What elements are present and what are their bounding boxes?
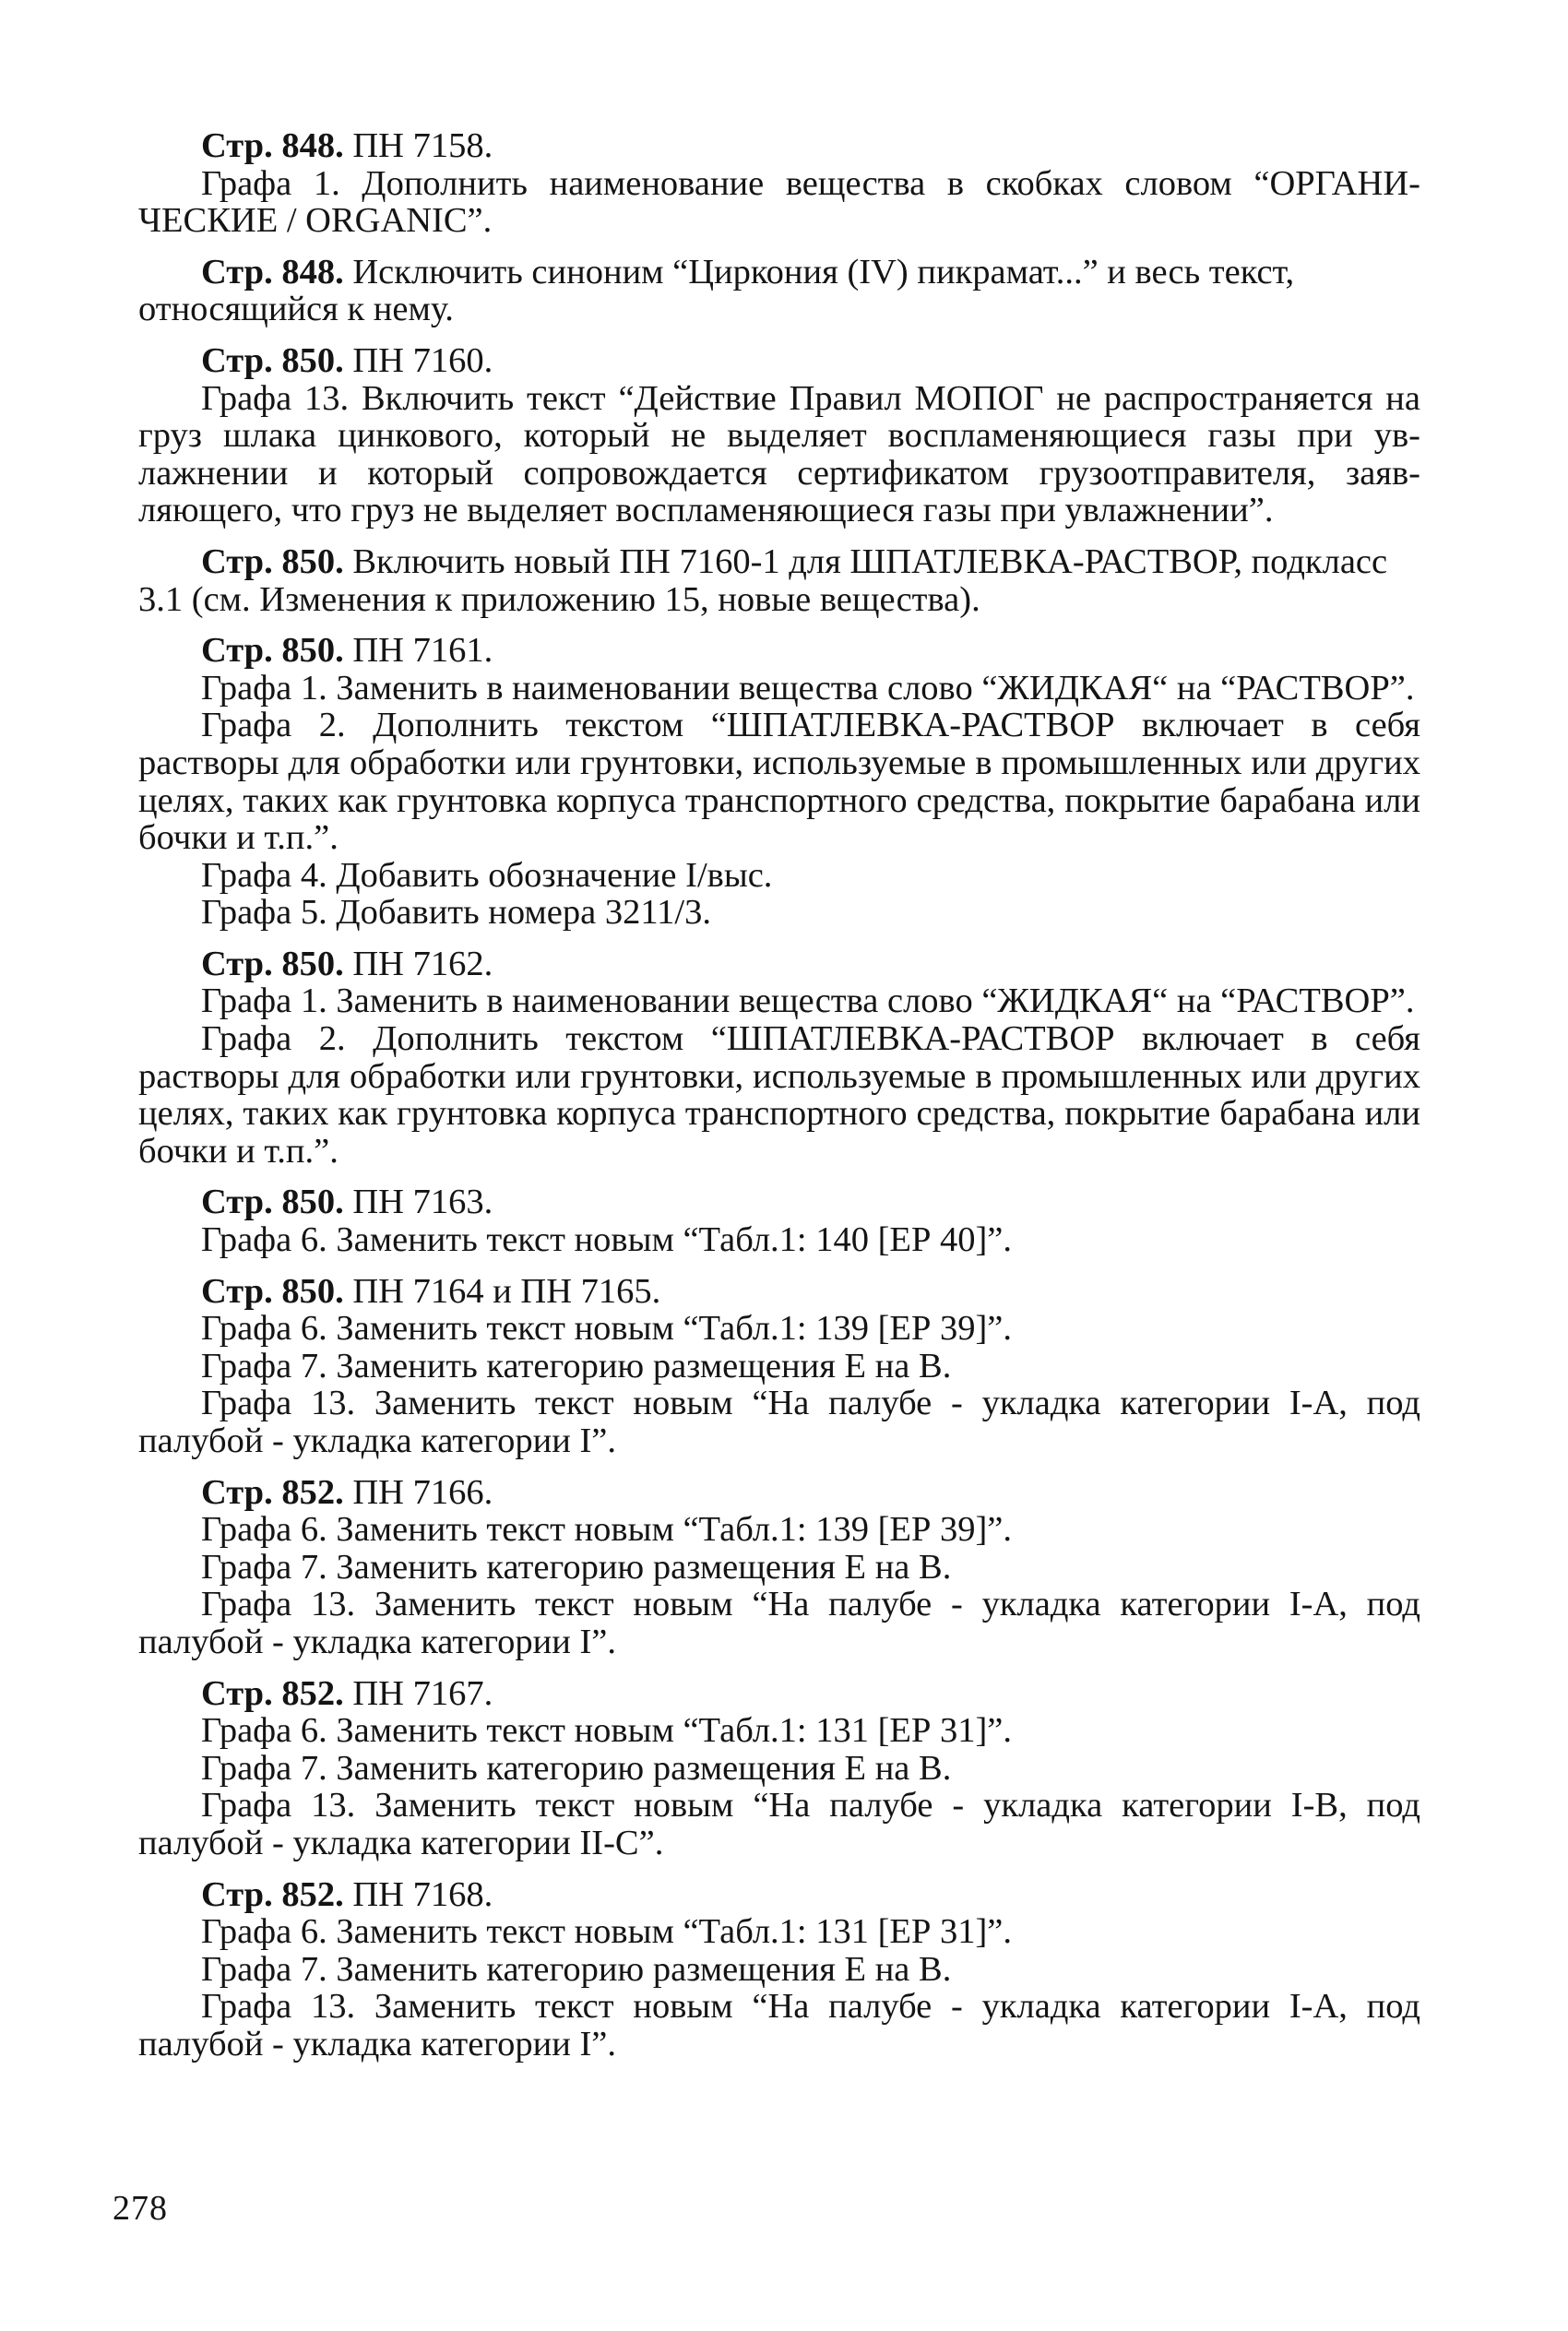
page-reference: Стр. 850. <box>201 631 344 671</box>
paragraph: Графа 7. Заменить категорию размещения Е на В. <box>201 1346 952 1386</box>
page-reference: Стр. 850. <box>201 340 344 380</box>
page-reference: Стр. 850. <box>201 1183 344 1222</box>
section-str-850-pn-7163 <box>138 1183 1420 1258</box>
heading-text: ПН 7166. <box>343 1472 493 1512</box>
paragraph: Графа 2. Дополнить текстом “ШПАТЛЕВКА-РАСТВОР включает в себя растворы для обработки или грунтовки, используемые в промышленных или других целях, таких как грунтовка корпуса транспортного средства, покрытие барабана или бочки и т.п.”. <box>138 706 1420 858</box>
section-str-852-pn-7167 <box>138 1675 1420 1862</box>
paragraph: Графа 1. Дополнить наименование вещества в скобках словом “ОРГАНИЧЕСКИЕ / ORGANIC”. <box>138 163 1420 241</box>
heading-text: ПН 7163. <box>343 1183 493 1222</box>
section-heading <box>138 543 1420 618</box>
section-str-852-pn-7168 <box>138 1876 1420 2063</box>
heading-text: ПН 7161. <box>343 631 493 671</box>
paragraph: Графа 13. Включить текст “Действие Правил МОПОГ не распространяется на груз шлака цинкового, который не выделяет воспламеняющиеся газы при увлажнении и который сопровождается сертификатом грузоотправителя, заявляющего, что груз не выделяет воспламеняющиеся газы при увлажнении”. <box>138 378 1420 530</box>
page-number: 278 <box>113 2189 168 2228</box>
heading-text: ПН 7164 и ПН 7165. <box>343 1271 661 1311</box>
section-str-850-pn-7164-7165 <box>138 1273 1420 1460</box>
page-reference: Стр. 850. <box>201 1271 344 1311</box>
paragraph: Графа 13. Заменить текст новым “На палубе - укладка категории I-А, под палубой - укладка категории I”. <box>138 1987 1420 2063</box>
section-heading <box>138 945 1420 983</box>
paragraph: Графа 6. Заменить текст новым “Табл.1: 131 [ЕР 31]”. <box>201 1711 1013 1751</box>
section-heading <box>138 254 1420 328</box>
paragraph: Графа 7. Заменить категорию размещения Е на В. <box>201 1949 952 1989</box>
section-str-850-pn-7160-1 <box>138 543 1420 618</box>
section-str-850-pn-7162 <box>138 945 1420 1171</box>
section-heading <box>138 127 1420 165</box>
heading-text: Включить новый ПН 7160-1 для ШПАТЛЕВКА-РАСТВОР, подкласс 3.1 (см. Изменения к приложению 15, новые вещества). <box>138 541 1388 619</box>
paragraph: Графа 7. Заменить категорию размещения Е на В. <box>201 1547 952 1587</box>
heading-text: ПН 7167. <box>343 1673 493 1713</box>
section-str-850-pn-7160 <box>138 342 1420 529</box>
paragraph: Графа 1. Заменить в наименовании вещества слово “ЖИДКАЯ“ на “РАСТВОР”. <box>201 981 1415 1021</box>
paragraph: Графа 6. Заменить текст новым “Табл.1: 139 [ЕР 39]”. <box>201 1510 1013 1550</box>
section-heading <box>138 1273 1420 1311</box>
section-heading <box>138 1876 1420 1914</box>
page-reference: Стр. 848. <box>201 252 344 291</box>
section-heading <box>138 1183 1420 1221</box>
page-reference: Стр. 850. <box>201 541 344 581</box>
page-reference: Стр. 850. <box>201 944 344 983</box>
section-heading <box>138 1474 1420 1512</box>
section-str-852-pn-7166 <box>138 1474 1420 1661</box>
paragraph: Графа 6. Заменить текст новым “Табл.1: 131 [ЕР 31]”. <box>201 1912 1013 1952</box>
paragraph: Графа 5. Добавить номера 3211/3. <box>201 893 711 933</box>
page-reference: Стр. 852. <box>201 1874 344 1914</box>
page-reference: Стр. 852. <box>201 1472 344 1512</box>
heading-text: ПН 7158. <box>343 126 493 165</box>
page-reference: Стр. 852. <box>201 1673 344 1713</box>
heading-text: ПН 7160. <box>343 340 493 380</box>
heading-text: Исключить синоним “Циркония (IV) пикрамат...” и весь текст, относящийся к нему. <box>138 252 1295 329</box>
paragraph: Графа 6. Заменить текст новым “Табл.1: 140 [ЕР 40]”. <box>201 1220 1013 1260</box>
paragraph: Графа 13. Заменить текст новым “На палубе - укладка категории I-В, под палубой - укладка категории II-С”. <box>138 1786 1420 1862</box>
heading-text: ПН 7162. <box>343 944 493 983</box>
section-str-848-synonym <box>138 254 1420 328</box>
section-heading <box>138 342 1420 380</box>
paragraph: Графа 13. Заменить текст новым “На палубе - укладка категории I-А, под палубой - укладка категории I”. <box>138 1384 1420 1460</box>
paragraph: Графа 13. Заменить текст новым “На палубе - укладка категории I-А, под палубой - укладка категории I”. <box>138 1585 1420 1661</box>
section-str-848-pn-7158 <box>138 127 1420 240</box>
paragraph: Графа 7. Заменить категорию размещения Е на В. <box>201 1748 952 1788</box>
paragraph: Графа 1. Заменить в наименовании вещества слово “ЖИДКАЯ“ на “РАСТВОР”. <box>201 668 1415 708</box>
paragraph: Графа 4. Добавить обозначение I/выс. <box>201 855 773 895</box>
document-body <box>138 127 1420 2063</box>
heading-text: ПН 7168. <box>343 1874 493 1914</box>
paragraph: Графа 6. Заменить текст новым “Табл.1: 139 [ЕР 39]”. <box>201 1309 1013 1349</box>
section-heading <box>138 632 1420 670</box>
section-str-850-pn-7161 <box>138 632 1420 932</box>
paragraph: Графа 2. Дополнить текстом “ШПАТЛЕВКА-РАСТВОР включает в себя растворы для обработки или грунтовки, используемые в промышленных или других целях, таких как грунтовка корпуса транспортного средства, покрытие барабана или бочки и т.п.”. <box>138 1019 1420 1171</box>
section-heading <box>138 1675 1420 1713</box>
page-reference: Стр. 848. <box>201 126 344 165</box>
